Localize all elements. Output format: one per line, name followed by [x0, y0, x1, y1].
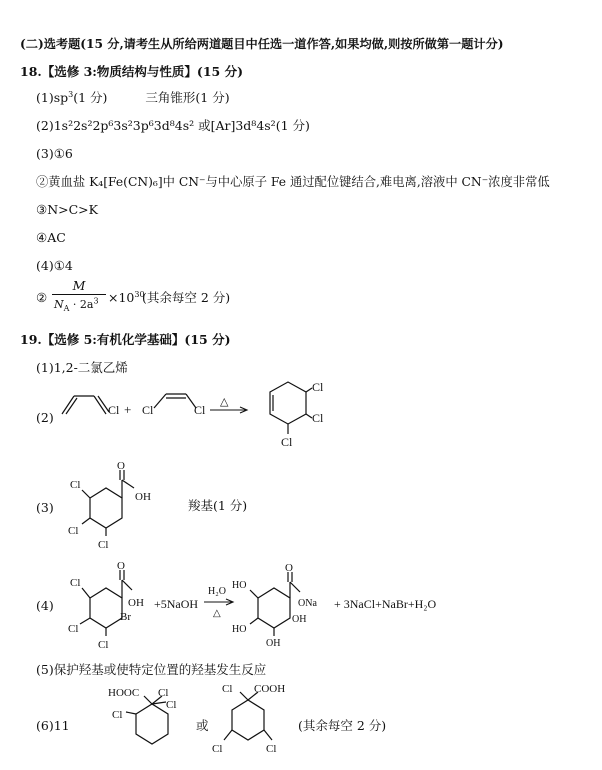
p4-reactant-oxygen: O: [117, 560, 125, 572]
q19-part4-label: (4): [36, 598, 54, 613]
reactant2-cl-left: Cl: [142, 403, 154, 417]
p4-arrow: [204, 599, 233, 605]
p4-reactant-oh: OH: [128, 597, 144, 609]
q18-part1-shape: 三角锥形(1 分): [145, 90, 230, 105]
reactant2-cl-right: Cl: [194, 403, 206, 417]
p4-product-oh-1: OH: [292, 614, 307, 625]
fraction-denominator: [54, 297, 99, 313]
q19-title: 19.【选修 5:有机化学基础】(15 分): [20, 332, 231, 347]
q18-part1-hybrid-sup: 3: [68, 89, 74, 99]
fraction-bar: [52, 294, 106, 295]
p6-s1-cl-3: Cl: [112, 709, 123, 721]
fraction-den-sup: 3: [93, 296, 99, 306]
q19-part6-note: (其余每空 2 分): [298, 718, 387, 733]
q18-part3-3: ③N>C>K: [36, 202, 98, 217]
p4-product-ona: ONa: [298, 598, 317, 609]
q18-part3-2: ②黄血盐 K₄[Fe(CN)₆]中 CN⁻与中心原子 Fe 通过配位键结合,难电离,溶液中 CN⁻浓度非常低: [36, 175, 550, 189]
product-cl-1: Cl: [312, 380, 324, 394]
p6-s1-hooc: HOOC: [108, 687, 140, 699]
reactant1-cl: Cl: [108, 403, 120, 417]
fraction-den-n: N: [54, 298, 64, 311]
q19-part3-label: (3): [36, 500, 54, 515]
q19-part6-or: 或: [196, 718, 209, 733]
p4-product-oh-2: OH: [266, 638, 281, 649]
p4-reactant-structure: [80, 570, 132, 636]
p4-products: + 3NaCl+NaBr+H₂O: [334, 597, 437, 611]
p6-s2-cl-top: Cl: [222, 684, 233, 695]
p6-s2-cooh: COOH: [254, 684, 286, 695]
product-cl-2: Cl: [312, 411, 324, 425]
p4-above-arrow: H₂O: [208, 586, 226, 597]
p4-reactant-cl-2: Cl: [68, 623, 79, 635]
section-header: (二)选考题(15 分,请考生从所给两道题目中任选一道作答,如果均做,则按所做第一题计分): [20, 37, 504, 51]
q19-part2-scheme: [60, 378, 330, 458]
p6-s2-cl-left: Cl: [212, 743, 223, 755]
product-cl-3: Cl: [281, 435, 293, 449]
q19-part3-answer: 羧基(1 分): [188, 498, 248, 513]
p4-product-oxygen: O: [285, 562, 293, 574]
q19-part2-label: (2): [36, 410, 54, 425]
reaction-arrow: [210, 407, 247, 413]
p6-s1-cl-1: Cl: [158, 687, 169, 699]
q18-part4-1: (4)①4: [36, 258, 73, 273]
q18-part1-hybrid: (1)sp: [36, 90, 69, 105]
p6-structure-1: [126, 696, 168, 744]
q19-part6-label: (6)11: [36, 718, 70, 733]
dichloroethylene-structure: [154, 394, 196, 408]
p4-below-arrow: △: [213, 608, 221, 619]
plus-sign: +: [124, 402, 132, 417]
p6-s2-cl-right: Cl: [266, 743, 277, 755]
q18-part2: (2)1s²2s²2p⁶3s²3p⁶3d⁸4s² 或[Ar]3d⁸4s²(1 分): [36, 118, 310, 133]
heat-symbol: △: [220, 396, 229, 408]
q19-part4-scheme: [62, 560, 462, 650]
q19-part6-structures: [100, 684, 290, 770]
p3-hydroxyl: OH: [135, 491, 151, 503]
q18-part3-1: (3)①6: [36, 146, 73, 161]
q19-part5: (5)保护羟基或使特定位置的羟基发生反应: [36, 662, 267, 677]
q18-part4-2-times: ×10: [108, 290, 135, 305]
fraction-numerator: M: [72, 278, 86, 293]
q19-part1: (1)1,2-二氯乙烯: [36, 360, 128, 375]
fraction-den-rest: · 2a: [69, 298, 94, 311]
q18-part1-score: (1 分): [73, 90, 108, 105]
p3-oxygen: O: [117, 460, 125, 472]
p6-structure-2: [224, 692, 272, 740]
p4-reagent: +5NaOH: [154, 597, 199, 611]
p6-s1-cl-2: Cl: [166, 699, 177, 711]
p3-cl-1: Cl: [70, 479, 81, 491]
q19-part3-structure: [62, 460, 172, 550]
p4-reactant-cl-3: Cl: [98, 639, 109, 650]
q18-part1: [36, 90, 230, 106]
p4-product-ho-1: HO: [232, 580, 247, 591]
q18-part4-2-exp: 30: [134, 289, 145, 299]
p3-cl-3: Cl: [98, 539, 109, 550]
q18-part4-2-note: (其余每空 2 分): [142, 290, 231, 305]
p4-reactant-br: Br: [120, 611, 131, 623]
q18-title: 18.【选修 3:物质结构与性质】(15 分): [20, 64, 243, 79]
fraction-den-sub: A: [63, 304, 70, 314]
p4-product-ho-2: HO: [232, 624, 247, 635]
q18-part4-2-marker: ②: [36, 290, 48, 305]
q18-part4-2-power: [108, 290, 145, 306]
q18-part3-4: ④AC: [36, 230, 66, 245]
trichlorocyclohexene-structure: [270, 382, 312, 434]
p4-reactant-cl-1: Cl: [70, 577, 81, 589]
butadiene-structure: [62, 396, 109, 414]
p3-cl-2: Cl: [68, 525, 79, 537]
p4-product-structure: [250, 572, 300, 636]
